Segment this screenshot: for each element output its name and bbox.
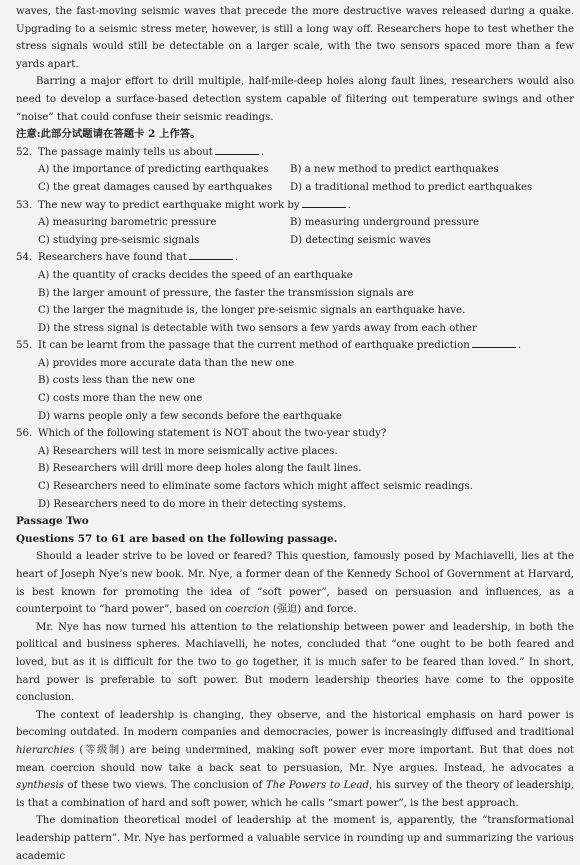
passage-two-intro: Questions 57 to 61 are based on the following passage. bbox=[16, 532, 338, 545]
option-a: A) provides more accurate data than the new one bbox=[38, 357, 295, 369]
passage-two-paragraph-1: Should a leader strive to be loved or feared? This question, famously posed by Machiavelli, lies at the heart of Joseph Nye’s new book. Mr. Nye, a former dean of the Kennedy School of Government at Harvard, is best known for promoting the idea of “soft power”, based on persuasion and influences, as a counterpoint to “hard power”, based on coercion (强迫) and force. bbox=[16, 551, 574, 616]
question-55 bbox=[16, 337, 574, 425]
passage-one-paragraph-tail: waves, the fast-moving seismic waves that precede the more destructive waves released during a quake. Upgrading to a seismic stress meter, however, is still a long way off. Researchers hope to test whether the stress signals would still be detectable on a larger scale, with the two sensors spaced more than a few yards apart. bbox=[16, 6, 574, 70]
question-stem: 52. The passage mainly tells us about . bbox=[16, 146, 265, 158]
passage-two-heading: Passage Two bbox=[16, 515, 89, 528]
option-d: D) Researchers need to do more in their detecting systems. bbox=[38, 498, 347, 510]
answer-blank bbox=[189, 250, 233, 260]
answer-sheet-note: 注意:此部分试题请在答题卡 2 上作答。 bbox=[16, 128, 201, 141]
option-d: D) warns people only a few seconds before the earthquake bbox=[38, 410, 342, 422]
option-c: C) the great damages caused by earthquakes bbox=[38, 181, 273, 193]
option-d: D) detecting seismic waves bbox=[290, 234, 431, 246]
option-d: D) the stress signal is detectable with two sensors a few yards away from each other bbox=[38, 322, 477, 334]
question-stem: 54. Researchers have found that . bbox=[16, 252, 239, 264]
answer-blank bbox=[215, 145, 259, 155]
option-b: B) Researchers will drill more deep holes along the fault lines. bbox=[38, 463, 362, 475]
option-b: B) a new method to predict earthquakes bbox=[290, 164, 499, 176]
option-c: C) studying pre-seismic signals bbox=[38, 234, 200, 246]
answer-blank bbox=[472, 338, 516, 348]
option-a: A) the quantity of cracks decides the speed of an earthquake bbox=[38, 269, 353, 281]
passage-two-paragraph-3: The context of leadership is changing, they observe, and the historical emphasis on hard power is becoming outdated. In modern companies and democracies, power is increasingly diffused and traditional hierarchies (等级制) are being undermined, making soft power ever more important. But that does not mean coercion should now take a back seat to persuasion, Mr. Nye argues. Instead, he advocates a synthesis of these two views. The conclusion of The Powers to Lead, his survey of the theory of leadership, is that a combination of hard and soft power, which he calls “smart power”, is the best approach. bbox=[16, 709, 574, 809]
option-c: C) Researchers need to eliminate some factors which might affect seismic readings. bbox=[38, 481, 473, 493]
option-d: D) a traditional method to predict earthquakes bbox=[290, 181, 533, 193]
passage-one-paragraph-2: Barring a major effort to drill multiple, half-mile-deep holes along fault lines, researchers would also need to develop a surface-based detection system capable of filtering out temperature swings and other “noise” that could confuse their seismic readings. bbox=[16, 76, 574, 123]
question-stem: 55. It can be learnt from the passage that the current method of earthquake prediction . bbox=[16, 340, 522, 352]
question-stem: 53. The new way to predict earthquake might work by . bbox=[16, 199, 351, 211]
passage-two-paragraph-4: The domination theoretical model of leadership at the moment is, apparently, the “transformational leadership pattern”. Mr. Nye has performed a valuable service in rounding up and summarizing the various academic bbox=[16, 815, 574, 862]
option-c: C) costs more than the new one bbox=[38, 393, 203, 405]
question-56 bbox=[16, 425, 574, 513]
question-53 bbox=[16, 197, 574, 250]
option-a: A) Researchers will test in more seismically active places. bbox=[38, 445, 338, 457]
option-b: B) costs less than the new one bbox=[38, 375, 196, 387]
question-52 bbox=[16, 144, 574, 197]
answer-blank bbox=[302, 198, 346, 208]
option-b: B) measuring underground pressure bbox=[290, 217, 479, 229]
question-stem: 56. Which of the following statement is NOT about the two-year study? bbox=[16, 428, 387, 440]
passage-two-paragraph-2: Mr. Nye has now turned his attention to the relationship between power and leadership, in both the political and business spheres. Machiavelli, he notes, concluded that “one ought to be both feared and loved, but as it is difficult for the two to go together, it is much safer to be feared than loved.” In short, hard power is preferable to soft power. But modern leadership theories have come to the opposite conclusion. bbox=[16, 621, 574, 704]
option-a: A) the importance of predicting earthquakes bbox=[38, 164, 269, 176]
option-b: B) the larger amount of pressure, the faster the transmission signals are bbox=[38, 287, 414, 299]
question-54 bbox=[16, 249, 574, 337]
option-a: A) measuring barometric pressure bbox=[38, 217, 217, 229]
option-c: C) the larger the magnitude is, the longer pre-seismic signals an earthquake have. bbox=[38, 305, 466, 317]
